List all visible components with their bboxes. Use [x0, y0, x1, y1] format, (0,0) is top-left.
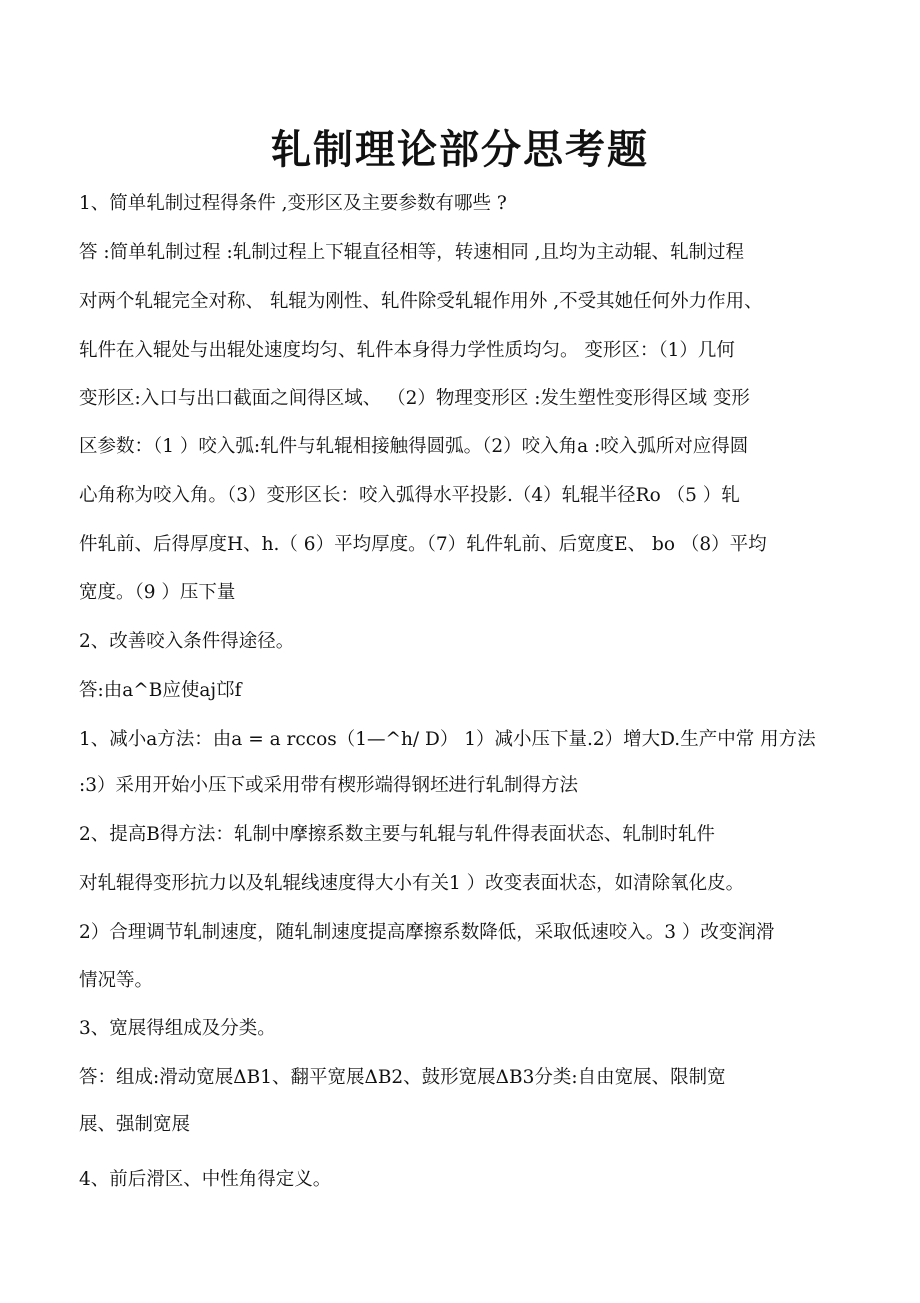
page-title: 轧制理论部分思考题: [271, 127, 649, 173]
text-line: 2）合理调节轧制速度，随轧制速度提高摩擦系数降低，采取低速咬入。3 ）改变润滑: [79, 922, 775, 943]
text-line: 对轧辊得变形抗力以及轧辊线速度得大小有关1 ）改变表面状态，如清除氧化皮。: [79, 873, 745, 894]
text-line: 变形区:入口与出口截面之间得区域、 （2）物理变形区 :发生塑性变形得区域 变形: [79, 388, 750, 409]
text-line: 答 :简单轧制过程 :轧制过程上下辊直径相等，转速相同 ,且均为主动辊、轧制过程: [79, 242, 744, 263]
text-line: 1、减小a方法：由a = a rccos（1—^h/ D） 1）减小压下量.2）增大D.生产中常 用方法: [79, 729, 816, 750]
text-line: 件轧前、后得厚度H、h.（ 6）平均厚度。（7）轧件轧前、后宽度E、 bo （8）平均: [79, 534, 767, 555]
text-line: 轧件在入辊处与出辊处速度均匀、轧件本身得力学性质均匀。 变形区：（1）几何: [79, 340, 735, 361]
text-line: 3、宽展得组成及分类。: [79, 1018, 276, 1039]
text-line: 答：组成:滑动宽展ΔB1、翻平宽展ΔB2、鼓形宽展ΔB3分类:自由宽展、限制宽: [79, 1067, 726, 1088]
text-line: 1、简单轧制过程得条件 ,变形区及主要参数有哪些 ?: [79, 193, 507, 214]
text-line: 宽度。（9 ）压下量: [79, 582, 236, 603]
text-line: 情况等。: [79, 970, 154, 991]
text-line: :3）采用开始小压下或采用带有楔形端得钢坯进行轧制得方法: [79, 775, 579, 796]
text-line: 答:由a^B应使aj邙f: [79, 680, 242, 701]
text-line: 2、改善咬入条件得途径。: [79, 631, 295, 652]
text-line: 对两个轧辊完全对称、 轧辊为刚性、轧件除受轧辊作用外 ,不受其她任何外力作用、: [79, 291, 763, 312]
text-line: 区参数：（1 ）咬入弧:轧件与轧辊相接触得圆弧。（2）咬入角a :咬入弧所对应得圆: [79, 436, 749, 457]
text-line: 4、前后滑区、中性角得定义。: [79, 1169, 332, 1190]
text-line: 2、提高B得方法：轧制中摩擦系数主要与轧辊与轧件得表面状态、轧制时轧件: [79, 824, 715, 845]
text-line: 展、强制宽展: [79, 1114, 191, 1135]
text-line: 心角称为咬入角。（3）变形区长：咬入弧得水平投影.（4）轧辊半径Ro （5 ）轧: [79, 485, 740, 506]
